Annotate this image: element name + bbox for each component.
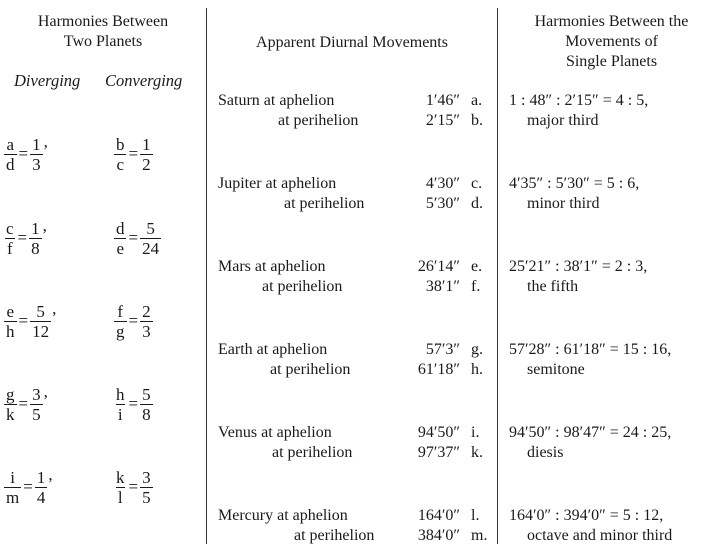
letter-fraction (4, 385, 17, 424)
perihelion-value-6: 384′0″ (417, 527, 460, 544)
conv-fraction-row-1 (114, 129, 153, 179)
harmony-interval-6: octave and minor third (527, 527, 673, 544)
ratio-fraction (30, 302, 51, 341)
perihelion-value-5: 97′37″ (417, 444, 460, 461)
harmony-ratio-1: 1 : 48″ : 2′15″ = 4 : 5, (509, 92, 649, 109)
equals-sign: = (18, 311, 29, 330)
letter-denominator: m (6, 487, 20, 507)
ratio-fraction (35, 468, 48, 507)
perihelion-value-1: 2′15″ (425, 112, 460, 129)
letter-numerator: i (10, 467, 15, 487)
ratio-numerator: 1 (32, 134, 41, 154)
letter-fraction (114, 135, 127, 174)
perihelion-label-1: at perihelion (278, 112, 359, 129)
aphelion-value-4: 57′3″ (425, 341, 460, 358)
ratio-denominator: 3 (142, 321, 151, 341)
letter-denominator: c (116, 154, 125, 174)
ratio-numerator: 1 (36, 467, 46, 487)
equals-sign: = (128, 144, 139, 163)
letter-numerator: d (116, 218, 125, 238)
harmony-ratio-6: 164′0″ : 394′0″ = 5 : 12, (509, 507, 664, 524)
letter-fraction (4, 468, 21, 507)
single-title-line-1: Harmonies Between the (534, 13, 689, 30)
letter-fraction (4, 219, 16, 258)
aphelion-value-2: 4′30″ (425, 175, 460, 192)
div-fraction-row-1 (4, 129, 48, 179)
aphelion-letter-6: l. (471, 507, 480, 524)
aphelion-letter-2: c. (471, 175, 483, 192)
ratio-denominator: 5 (32, 404, 41, 424)
comma: , (43, 382, 48, 401)
ratio-fraction (140, 385, 153, 424)
letter-denominator: f (6, 238, 13, 258)
aphelion-value-1: 1′46″ (425, 92, 460, 109)
perihelion-letter-2: d. (471, 195, 483, 212)
letter-denominator: h (6, 321, 15, 341)
letter-fraction (114, 219, 127, 258)
equals-sign: = (17, 228, 28, 247)
letter-numerator: a (6, 134, 15, 154)
ratio-numerator: 5 (36, 301, 45, 321)
letter-denominator: l (117, 487, 123, 507)
ratio-fraction (30, 135, 43, 174)
ratio-fraction (29, 219, 42, 258)
ratio-denominator: 2 (142, 154, 151, 174)
aphelion-value-5: 94′50″ (417, 424, 460, 441)
aphelion-letter-4: g. (471, 341, 483, 358)
letter-denominator: e (116, 238, 125, 258)
equals-sign: = (128, 311, 139, 330)
letter-numerator: k (116, 467, 125, 487)
column-divider-right (497, 8, 498, 544)
letter-fraction (114, 385, 127, 424)
perihelion-value-3: 38′1″ (425, 278, 460, 295)
equals-sign: = (128, 477, 139, 496)
perihelion-letter-6: m. (471, 527, 488, 544)
ratio-denominator: 24 (142, 238, 160, 258)
converging-label: Converging (105, 71, 183, 90)
ratio-denominator: 3 (32, 154, 41, 174)
ratio-fraction (140, 219, 161, 258)
equals-sign: = (128, 228, 139, 247)
harmony-interval-5: diesis (527, 444, 564, 461)
ratio-denominator: 4 (36, 487, 46, 507)
aphelion-label-4: Earth at aphelion (218, 341, 328, 358)
single-title-line-3: Single Planets (565, 53, 658, 70)
ratio-denominator: 8 (142, 404, 151, 424)
div-fraction-row-4 (4, 379, 48, 429)
harmony-ratio-4: 57′28″ : 61′18″ = 15 : 16, (509, 341, 672, 358)
harmony-interval-1: major third (527, 112, 599, 129)
conv-fraction-row-4 (114, 379, 153, 429)
equals-sign: = (18, 144, 29, 163)
ratio-numerator: 1 (142, 134, 151, 154)
perihelion-letter-5: k. (471, 444, 483, 461)
aphelion-value-6: 164′0″ (417, 507, 460, 524)
ratio-numerator: 3 (142, 467, 151, 487)
aphelion-letter-1: a. (471, 92, 483, 109)
ratio-numerator: 2 (142, 301, 151, 321)
conv-fraction-row-2 (114, 213, 161, 263)
aphelion-value-3: 26′14″ (417, 258, 460, 275)
perihelion-letter-3: f. (471, 278, 481, 295)
two-planets-title-line-1: Harmonies Between (37, 13, 169, 30)
aphelion-letter-5: i. (471, 424, 480, 441)
harmony-interval-4: semitone (527, 361, 585, 378)
letter-denominator: i (117, 404, 123, 424)
perihelion-letter-4: h. (471, 361, 483, 378)
ratio-denominator: 8 (31, 238, 40, 258)
conv-fraction-row-3 (114, 296, 153, 346)
letter-denominator: k (6, 404, 15, 424)
comma: , (52, 299, 57, 318)
ratio-numerator: 5 (146, 218, 155, 238)
two-planets-title (0, 12, 206, 52)
two-planets-title-line-2: Two Planets (63, 33, 143, 50)
harmony-ratio-3: 25′21″ : 38′1″ = 2 : 3, (509, 258, 648, 275)
equals-sign: = (23, 477, 33, 496)
div-fraction-row-5 (4, 462, 53, 512)
harmony-ratio-2: 4′35″ : 5′30″ = 5 : 6, (509, 175, 640, 192)
diverging-label: Diverging (14, 71, 81, 90)
single-title-line-2: Movements of (565, 33, 658, 50)
perihelion-value-2: 5′30″ (425, 195, 460, 212)
perihelion-label-6: at perihelion (294, 527, 375, 544)
perihelion-value-4: 61′18″ (417, 361, 460, 378)
column-divider-left (206, 8, 207, 544)
ratio-fraction (30, 385, 43, 424)
letter-denominator: d (6, 154, 15, 174)
perihelion-label-3: at perihelion (262, 278, 343, 295)
comma: , (48, 465, 53, 484)
aphelion-label-2: Jupiter at aphelion (218, 175, 337, 192)
div-fraction-row-3 (4, 296, 56, 346)
ratio-numerator: 3 (32, 384, 41, 404)
letter-numerator: g (6, 384, 15, 404)
letter-fraction (114, 302, 127, 341)
ratio-fraction (140, 135, 153, 174)
aphelion-label-1: Saturn at aphelion (218, 92, 335, 109)
letter-numerator: b (116, 134, 125, 154)
equals-sign: = (128, 394, 139, 413)
perihelion-letter-1: b. (471, 112, 483, 129)
comma: , (42, 216, 47, 235)
letter-fraction (114, 468, 127, 507)
aphelion-label-3: Mars at aphelion (218, 258, 326, 275)
equals-sign: = (18, 394, 29, 413)
aphelion-label-5: Venus at aphelion (218, 424, 332, 441)
comma: , (43, 132, 48, 151)
aphelion-letter-3: e. (471, 258, 483, 275)
ratio-denominator: 12 (32, 321, 50, 341)
ratio-denominator: 5 (142, 487, 151, 507)
single-planets-title (498, 12, 725, 72)
harmony-interval-3: the fifth (527, 278, 579, 295)
harmony-ratio-5: 94′50″ : 98′47″ = 24 : 25, (509, 424, 672, 441)
aphelion-label-6: Mercury at aphelion (218, 507, 348, 524)
letter-fraction (4, 135, 17, 174)
letter-denominator: g (116, 321, 125, 341)
ratio-numerator: 5 (142, 384, 151, 404)
conv-fraction-row-5 (114, 462, 153, 512)
perihelion-label-2: at perihelion (284, 195, 365, 212)
ratio-fraction (140, 302, 153, 341)
diurnal-title: Apparent Diurnal Movements (256, 34, 448, 51)
letter-numerator: c (6, 218, 14, 238)
ratio-fraction (140, 468, 153, 507)
letter-numerator: h (116, 384, 125, 404)
ratio-numerator: 1 (31, 218, 40, 238)
harmony-interval-2: minor third (527, 195, 600, 212)
letter-numerator: e (6, 301, 15, 321)
letter-fraction (4, 302, 17, 341)
perihelion-label-5: at perihelion (272, 444, 353, 461)
perihelion-label-4: at perihelion (270, 361, 351, 378)
letter-numerator: f (117, 301, 124, 321)
div-fraction-row-2 (4, 213, 47, 263)
